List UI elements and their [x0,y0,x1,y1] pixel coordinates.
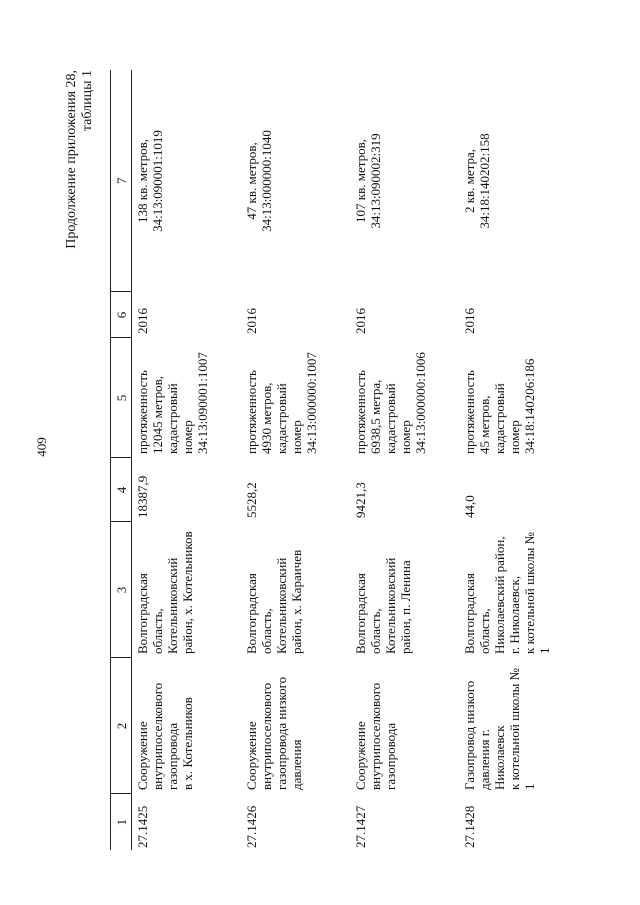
object-name-line: внутрипоселкового [259,682,274,790]
continuation-heading [64,70,96,850]
column-header: 2 [111,658,132,794]
object-year-cell: 2016 [135,308,150,334]
row-number-cell: 27.1426 [244,805,259,848]
object-name-line: внутрипоселкового [150,682,165,790]
land-info-cell [132,70,242,292]
object-address-line: Волгоградская область, [462,573,492,654]
table-body [132,70,581,850]
column-header: 5 [111,338,132,458]
object-name-line: газопровода [165,722,180,790]
object-description-cell [350,338,459,458]
object-description-line: 34:13:000000:1007 [304,352,319,454]
object-address-line: Котельниковский [274,557,289,654]
object-address-line: Котельниковский [165,557,180,654]
object-address-line: Волгоградская область, [244,573,274,654]
column-header: 4 [111,458,132,522]
row-number-cell: 27.1427 [353,805,368,848]
object-description-line: 12045 метров, [150,376,165,454]
land-info-line: 107 кв. метров, [353,139,368,223]
page-number: 409 [33,437,49,457]
object-name-line: Газопровод низкого [462,680,477,790]
land-info-line: 34:13:090001:1019 [150,130,165,232]
object-description-line: кадастровый [492,383,507,454]
object-value-cell: 18387,9 [135,475,150,518]
object-address-line: Волгоградская область, [353,573,383,654]
row-number-cell: 27.1425 [135,805,150,848]
land-info-line: 34:13:090002:319 [368,133,383,229]
object-name-line: газопровода [383,722,398,790]
object-description-line: протяженность [135,370,150,454]
object-name-cell [241,658,350,794]
object-address-line: г. Николаевск, [507,575,522,654]
object-description-line: номер [398,420,413,454]
column-number-row [111,70,132,850]
object-value-cell: 9421,3 [353,482,368,518]
table-row [241,70,350,850]
object-name-line: в х. Котельников [180,697,195,790]
object-name-line: газопровода низкого [274,676,289,790]
object-address-line: район, х. Караичев [289,549,304,654]
object-description-line: протяженность [462,370,477,454]
object-address-cell [350,522,459,658]
object-value-cell: 5528,2 [244,482,259,518]
object-description-line: номер [289,420,304,454]
object-year-cell: 2016 [462,308,477,334]
object-address-line: район, п. Ленина [398,560,413,654]
object-description-line: номер [180,420,195,454]
object-description-cell [132,338,242,458]
object-name-line: давления [289,739,304,790]
land-info-cell [241,70,350,292]
object-description-line: 4930 метров, [259,382,274,454]
land-info-line: 47 кв. метров, [244,142,259,220]
object-address-cell [241,522,350,658]
object-name-line: внутрипоселкового [368,682,383,790]
object-description-cell [459,338,580,458]
object-description-line: кадастровый [383,383,398,454]
rotated-sheet [60,70,635,850]
object-value-cell: 44,0 [462,495,477,518]
property-table [110,70,580,850]
table-row [350,70,459,850]
column-header: 3 [111,522,132,658]
land-info-line: 2 кв. метра, [462,148,477,214]
column-header: 7 [111,70,132,292]
object-address-line: к котельной школы № 1 [522,532,552,654]
object-description-line: 34:13:000000:1006 [413,352,428,454]
land-info-line: 34:18:140202:158 [477,133,492,229]
object-address-line: Котельниковский [383,557,398,654]
object-description-line: 34:13:090001:1007 [195,352,210,454]
land-info-line: 138 кв. метров, [135,139,150,223]
object-name-line: Сооружение [353,721,368,790]
object-description-cell [241,338,350,458]
object-address-cell [459,522,580,658]
row-number-cell: 27.1428 [462,805,477,848]
object-name-cell [459,658,580,794]
object-description-line: кадастровый [165,383,180,454]
column-header: 6 [111,292,132,338]
object-description-line: кадастровый [274,383,289,454]
object-address-line: район, х. Котельников [180,531,195,654]
object-description-line: протяженность [244,370,259,454]
object-name-cell [132,658,242,794]
object-address-line: Волгоградская область, [135,573,165,654]
object-description-line: протяженность [353,370,368,454]
object-name-line: давления г. Николаевск [477,725,507,790]
object-name-line: Сооружение [244,721,259,790]
object-description-line: 34:18:140206:186 [522,358,537,454]
land-info-line: 34:13:000000:1040 [259,130,274,232]
table-row [459,70,580,850]
object-address-line: Николаевский район, [492,536,507,654]
object-year-cell: 2016 [244,308,259,334]
object-name-line: к котельной школы № 1 [507,668,537,790]
object-address-cell [132,522,242,658]
heading-line-2: таблицы 1 [80,70,95,132]
object-year-cell: 2016 [353,308,368,334]
object-description-line: 45 метров, [477,395,492,454]
heading-line-1: Продолжение приложения 28, [64,70,79,249]
table-row [132,70,242,850]
object-name-line: Сооружение [135,721,150,790]
object-name-cell [350,658,459,794]
object-description-line: номер [507,420,522,454]
land-info-cell [350,70,459,292]
object-description-line: 6938,5 метра, [368,379,383,454]
land-info-cell [459,70,580,292]
column-header: 1 [111,794,132,850]
